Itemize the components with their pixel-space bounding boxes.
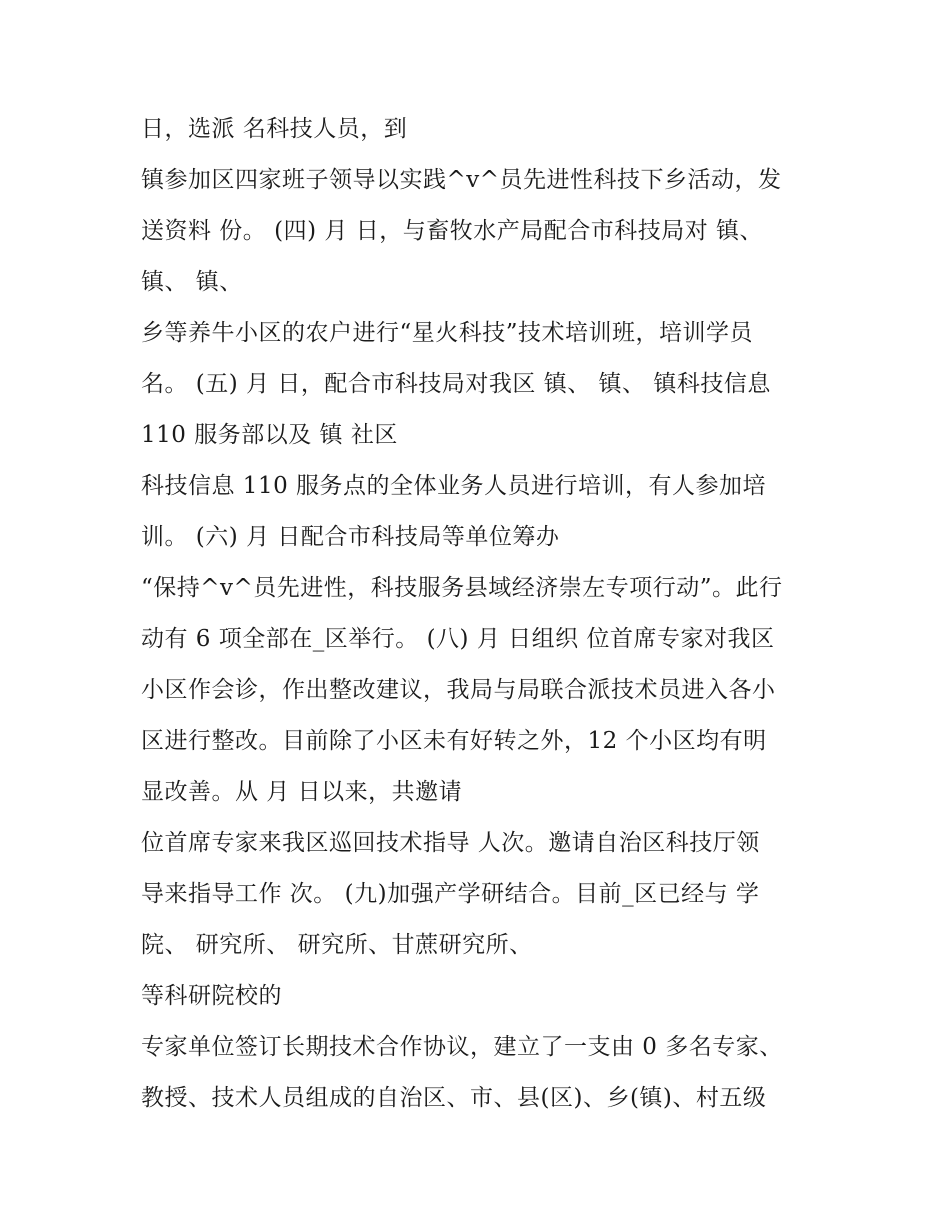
text-line: 镇、 镇、	[141, 269, 243, 295]
text-line: 位首席专家来我区巡回技术指导 人次。邀请自治区科技厅领	[141, 830, 760, 856]
text-line: 导来指导工作 次。 (九)加强产学研结合。目前_区已经与 学	[141, 881, 760, 907]
text-line: 名。 (五) 月 日，配合市科技局对我区 镇、 镇、 镇科技信息	[141, 371, 771, 397]
text-line: 等科研院校的	[141, 983, 282, 1009]
text-line: 训。 (六) 月 日配合市科技局等单位筹办	[141, 524, 560, 550]
text-line: 教授、技术人员组成的自治区、市、县(区)、乡(镇)、村五级	[141, 1085, 767, 1111]
text-line: 镇参加区四家班子领导以实践^v^员先进性科技下乡活动，发	[141, 167, 782, 193]
text-line: 送资料 份。 (四) 月 日，与畜牧水产局配合市科技局对 镇、	[141, 218, 764, 244]
text-line: 区进行整改。目前除了小区未有好转之外，12 个小区均有明	[141, 728, 767, 754]
text-line: 院、 研究所、 研究所、甘蔗研究所、	[141, 932, 533, 958]
text-line: 动有 6 项全部在_区举行。 (八) 月 日组织 位首席专家对我区	[141, 626, 775, 652]
text-line: 显改善。从 月 日以来，共邀请	[141, 779, 463, 805]
text-line: 科技信息 110 服务点的全体业务人员进行培训，有人参加培	[141, 473, 767, 499]
text-line: “保持^v^员先进性，科技服务县域经济崇左专项行动”。此行	[141, 575, 783, 601]
text-line: 日，选派 名科技人员，到	[141, 116, 408, 142]
text-line: 小区作会诊，作出整改建议，我局与局联合派技术员进入各小	[141, 677, 776, 703]
text-line: 110 服务部以及 镇 社区	[141, 422, 398, 448]
text-line: 乡等养牛小区的农户进行“星火科技”技术培训班，培训学员	[141, 320, 754, 346]
text-line: 专家单位签订长期技术合作协议，建立了一支由 0 多名专家、	[141, 1034, 783, 1060]
document-body	[141, 108, 821, 1128]
